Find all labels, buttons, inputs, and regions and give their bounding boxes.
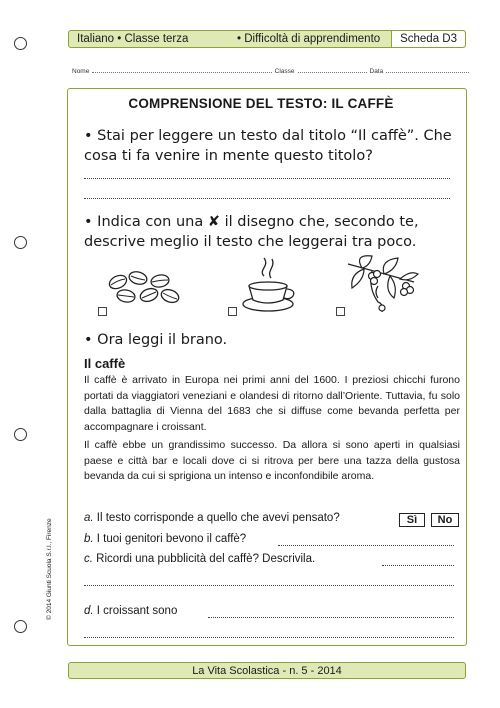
sheet-header: [68, 30, 466, 48]
name-label: Nome: [72, 68, 90, 75]
question-2: • Indica con una ✘ il disegno che, secondo te, descrive meglio il testo che leggerai tra poco.: [84, 214, 419, 250]
coffee-cup-image: [240, 252, 298, 316]
passage-paragraph-2: Il caffè ebbe un grandissimo successo. Da allora si sono aperti in qualsiasi paese e città bar e locali dove ci si ritrova per bere una tazza della gustosa bevanda da cui si sprigiona un intenso e inconfondibile aroma.: [84, 439, 460, 482]
page-title: COMPRENSIONE DEL TESTO: IL CAFFÈ: [128, 96, 394, 111]
binder-hole-1: [14, 37, 27, 50]
answer-line[interactable]: [208, 617, 454, 618]
class-field[interactable]: [298, 68, 367, 73]
date-label: Data: [369, 68, 384, 75]
answer-line[interactable]: [84, 198, 450, 199]
choice-checkbox-cup[interactable]: [228, 307, 237, 316]
subject-label: Italiano • Classe terza: [77, 33, 189, 45]
class-label: Classe: [274, 68, 295, 75]
date-field[interactable]: [386, 68, 469, 73]
sheet-id: Scheda D3: [391, 31, 465, 47]
answer-line[interactable]: [84, 178, 450, 179]
name-row: [72, 68, 472, 75]
binder-hole-3: [14, 428, 27, 441]
answer-line[interactable]: [382, 565, 454, 566]
name-field[interactable]: [92, 68, 271, 73]
question-3: • Ora leggi il brano.: [84, 332, 228, 348]
answer-line[interactable]: [84, 585, 454, 586]
answer-line[interactable]: [84, 637, 454, 638]
cross-mark: ✘: [207, 214, 221, 230]
coffee-beans-image: [104, 270, 184, 306]
coffee-plant-image: [344, 252, 420, 318]
question-d: d. I croissant sono: [84, 605, 178, 617]
choice-checkbox-plant[interactable]: [336, 307, 345, 316]
passage-paragraph-1: Il caffè è arrivato in Europa nei primi anni del 1600. I preziosi chicchi furono portati da viaggiatori veneziani e olandesi di ritorno dall’Oriente. Tuttavia, fu solo dalla battaglia di Vienna del 1683 che si diffuse come bevanda perfetta per accompagnare i croissant.: [84, 374, 460, 433]
question-c: c. Ricordi una pubblicità del caffè? Descrivila.: [84, 553, 316, 565]
binder-hole-4: [14, 620, 27, 633]
yes-box[interactable]: Sì: [399, 513, 425, 527]
binder-hole-2: [14, 236, 27, 249]
question-1: • Stai per leggere un testo dal titolo “Il caffè”. Che cosa ti fa venire in mente questo titolo?: [84, 128, 452, 164]
choice-checkbox-beans[interactable]: [98, 307, 107, 316]
copyright-credit: © 2014 Giunti Scuola S.r.l., Firenze: [46, 518, 53, 620]
passage-title: Il caffè: [84, 356, 126, 371]
question-a: a. Il testo corrisponde a quello che avevi pensato?: [84, 512, 340, 524]
page-footer: La Vita Scolastica - n. 5 - 2014: [68, 662, 466, 679]
topic-label: • Difficoltà di apprendimento: [237, 33, 381, 45]
answer-line[interactable]: [278, 545, 454, 546]
question-b: b. I tuoi genitori bevono il caffè?: [84, 533, 247, 545]
no-box[interactable]: No: [431, 513, 459, 527]
